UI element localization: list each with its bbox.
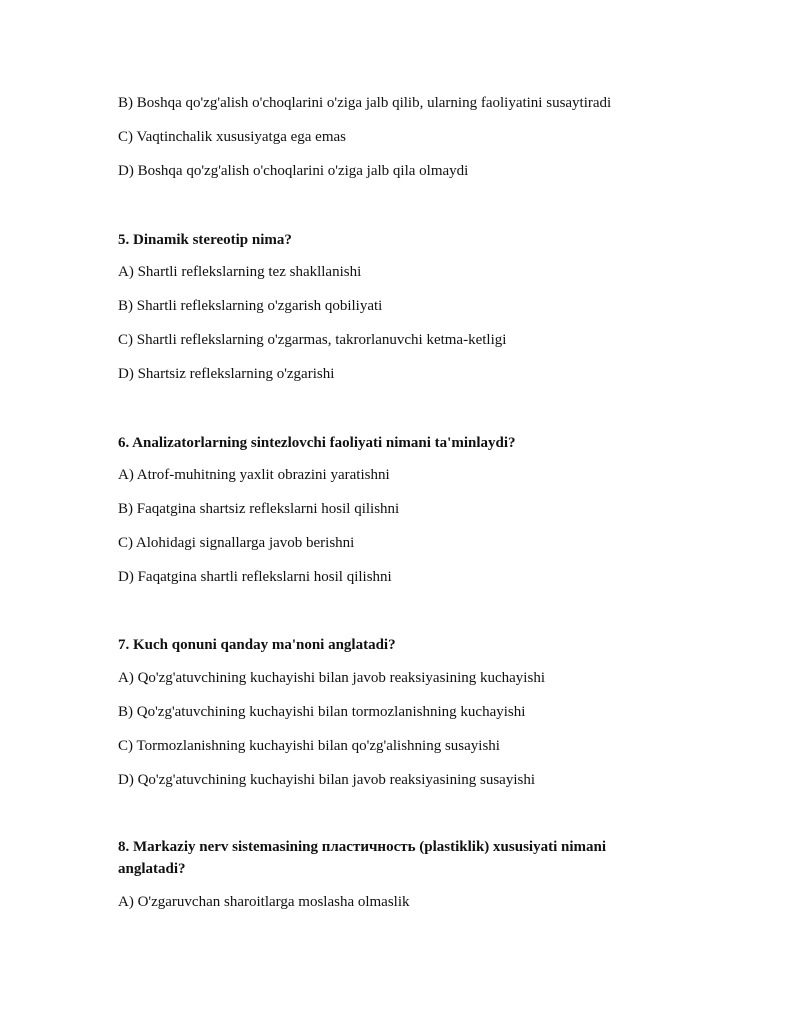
question-5-option-a: A) Shartli reflekslarning tez shakllanishi xyxy=(118,264,362,280)
question-5-option-b: B) Shartli reflekslarning o'zgarish qobiliyati xyxy=(118,298,383,314)
question-5-option-c: C) Shartli reflekslarning o'zgarmas, takrorlanuvchi ketma-ketligi xyxy=(118,332,507,348)
question-7: 7. Kuch qonuni qanday ma'noni anglatadi? xyxy=(118,637,396,653)
question-8: 8. Markaziy nerv sistemasining пластичность (plastiklik) xususiyati nimani anglatadi? xyxy=(118,839,606,877)
question-6: 6. Analizatorlarning sintezlovchi faoliyati nimani ta'minlaydi? xyxy=(118,435,516,451)
question-5-option-d: D) Shartsiz reflekslarning o'zgarishi xyxy=(118,366,335,382)
option-prev-c: C) Vaqtinchalik xususiyatga ega emas xyxy=(118,129,347,145)
question-7-option-b: B) Qo'zg'atuvchining kuchayishi bilan tormozlanishning kuchayishi xyxy=(118,704,526,720)
question-6-option-b: B) Faqatgina shartsiz reflekslarni hosil qilishni xyxy=(118,501,400,517)
question-7-option-d: D) Qo'zg'atuvchining kuchayishi bilan javob reaksiyasining susayishi xyxy=(118,772,535,788)
question-7-option-a: A) Qo'zg'atuvchining kuchayishi bilan javob reaksiyasining kuchayishi xyxy=(118,670,545,686)
question-6-option-a: A) Atrof-muhitning yaxlit obrazini yaratishni xyxy=(118,467,390,483)
question-5: 5. Dinamik stereotip nima? xyxy=(118,232,292,248)
option-prev-b: B) Boshqa qo'zg'alish o'choqlarini o'ziga jalb qilib, ularning faoliyatini susaytiradi xyxy=(118,95,612,111)
question-6-option-d: D) Faqatgina shartli reflekslarni hosil qilishni xyxy=(118,569,392,585)
question-6-option-c: C) Alohidagi signallarga javob berishni xyxy=(118,535,355,551)
question-8-option-a: A) O'zgaruvchan sharoitlarga moslasha olmaslik xyxy=(118,894,410,910)
option-prev-d: D) Boshqa qo'zg'alish o'choqlarini o'ziga jalb qila olmaydi xyxy=(118,163,469,179)
question-7-option-c: C) Tormozlanishning kuchayishi bilan qo'zg'alishning susayishi xyxy=(118,738,500,754)
